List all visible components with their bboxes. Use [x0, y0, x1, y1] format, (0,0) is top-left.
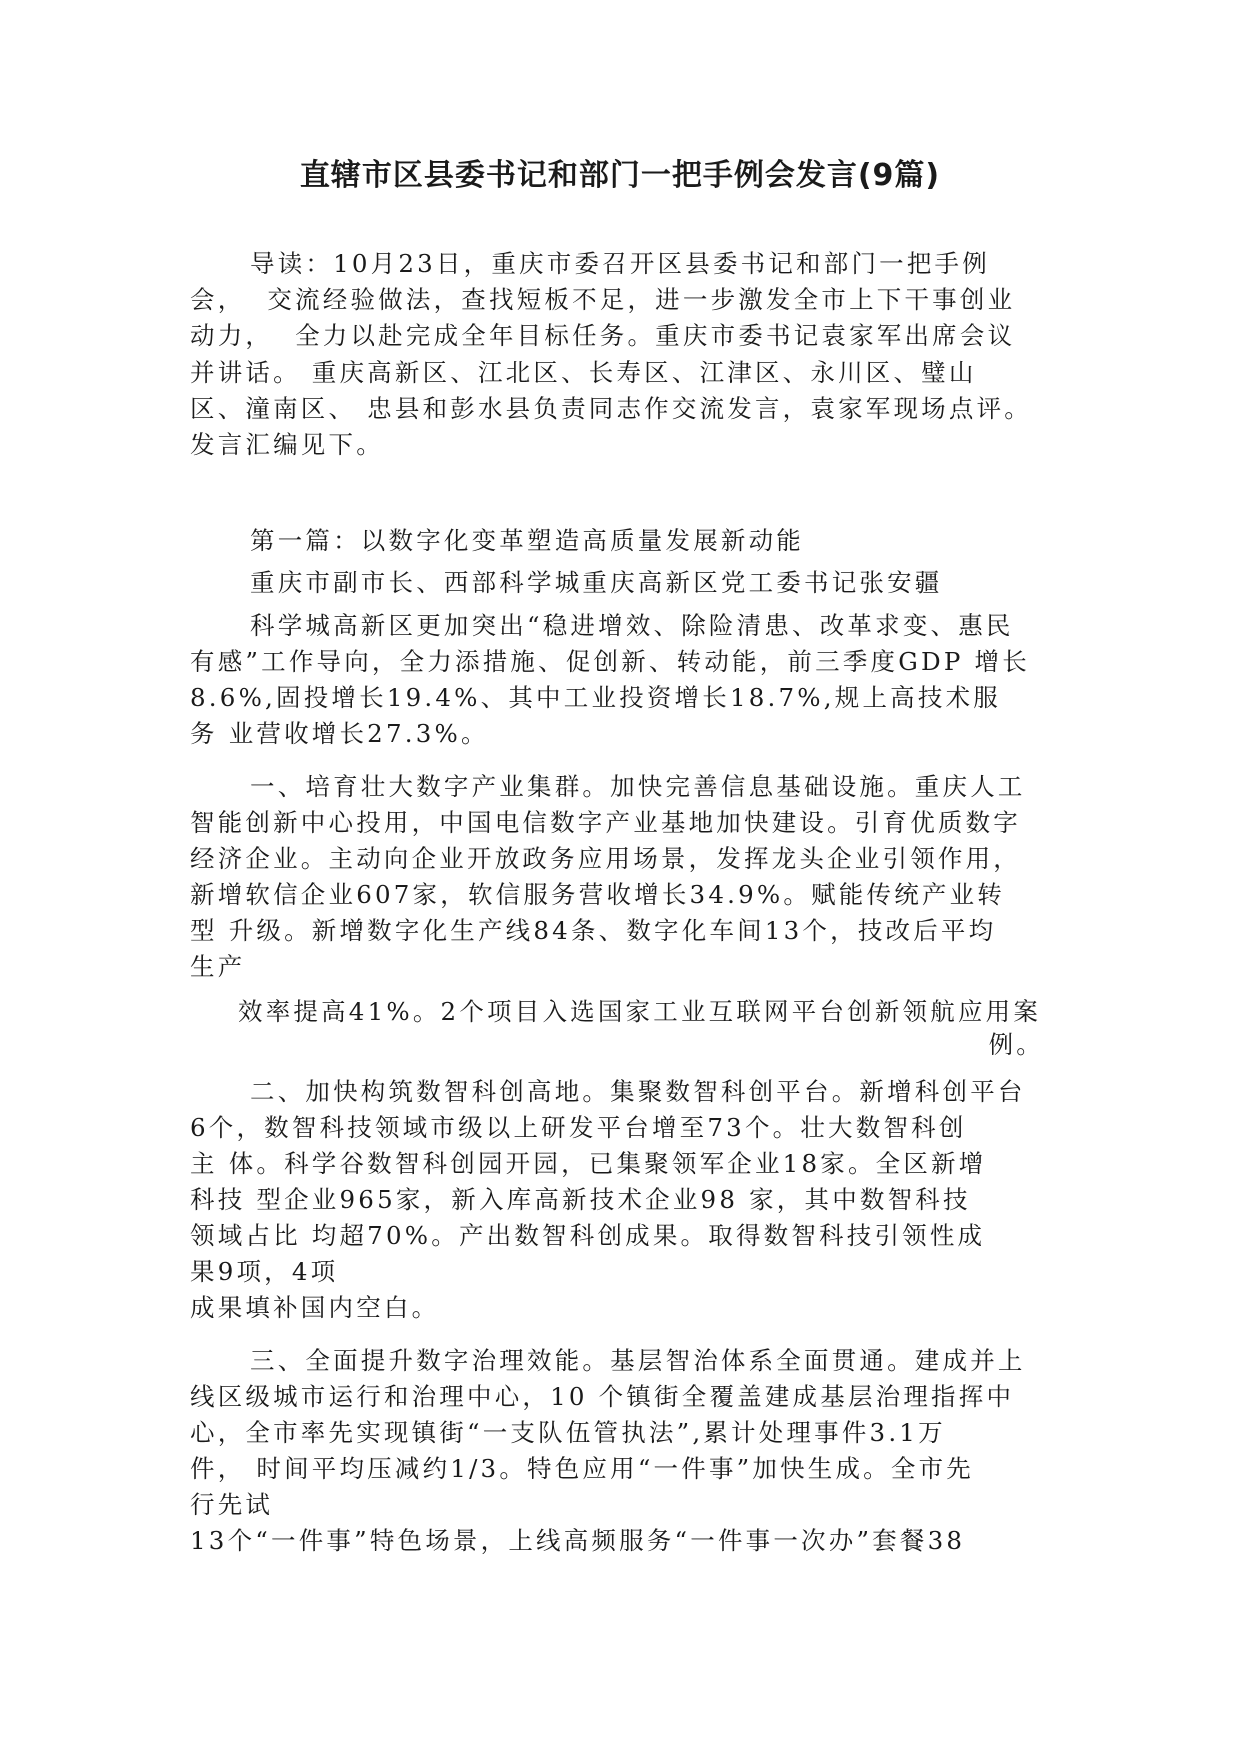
section-heading: 第一篇：以数字化变革塑造高质量发展新动能 — [250, 526, 804, 555]
paragraph-line: 新增软信企业607家，软信服务营收增长34.9%。赋能传统产业转 — [190, 880, 1005, 909]
paragraph-line: 动力， 全力以赴完成全年目标任务。重庆市委书记袁家军出席会议 — [190, 321, 1016, 350]
paragraph-line: 发言汇编见下。 — [190, 430, 384, 459]
paragraph-line: 主 体。科学谷数智科创园开园，已集聚领军企业18家。全区新增 — [190, 1149, 987, 1178]
paragraph-line: 导读：10月23日，重庆市委召开区县委书记和部门一把手例 — [250, 249, 990, 278]
paragraph-line: 心，全市率先实现镇街“一支队伍管执法”,累计处理事件3.1万 — [190, 1418, 946, 1447]
paragraph-line: 型 升级。新增数字化生产线84条、数字化车间13个，技改后平均 — [190, 916, 997, 945]
paragraph-line: 区、潼南区、 忠县和彭水县负责同志作交流发言，袁家军现场点评。 — [190, 394, 1032, 423]
paragraph-line: 13个“一件事”特色场景，上线高频服务“一件事一次办”套餐38 — [190, 1526, 966, 1555]
paragraph-line: 科技 型企业965家，新入库高新技术企业98 家，其中数智科技 — [190, 1185, 971, 1214]
paragraph-line: 二、加快构筑数智科创高地。集聚数智科创平台。新增科创平台 — [250, 1077, 1026, 1106]
paragraph-line: 有感”工作导向，全力添措施、促创新、转动能，前三季度GDP 增长 — [190, 647, 1030, 676]
paragraph-line: 科学城高新区更加突出“稳进增效、除险清患、改革求变、惠民 — [250, 611, 1014, 640]
author-line: 重庆市副市长、西部科学城重庆高新区党工委书记张安疆 — [250, 568, 943, 597]
paragraph-line: 件， 时间平均压减约1/3。特色应用“一件事”加快生成。全市先 — [190, 1454, 974, 1483]
document-title: 直辖市区县委书记和部门一把手例会发言(9篇) — [299, 158, 941, 193]
paragraph-line: 三、全面提升数字治理效能。基层智治体系全面贯通。建成并上 — [250, 1346, 1026, 1375]
paragraph-line: 领域占比 均超70%。产出数智科创成果。取得数智科技引领性成 — [190, 1221, 986, 1250]
paragraph-line: 行先试 — [190, 1490, 274, 1519]
paragraph-line: 智能创新中心投用，中国电信数字产业基地加快建设。引育优质数字 — [190, 808, 1021, 837]
paragraph-line: 务 业营收增长27.3%。 — [190, 719, 489, 748]
paragraph-line: 一、培育壮大数字产业集群。加快完善信息基础设施。重庆人工 — [250, 772, 1026, 801]
paragraph-line: 果9项，4项 — [190, 1257, 339, 1286]
paragraph-line: 成果填补国内空白。 — [190, 1293, 440, 1322]
paragraph-line: 例。 — [988, 1030, 1044, 1059]
paragraph-line: 并讲话。 重庆高新区、江北区、长寿区、江津区、永川区、璧山 — [190, 358, 977, 387]
paragraph-line: 会， 交流经验做法，查找短板不足，进一步激发全市上下干事创业 — [190, 285, 1016, 314]
paragraph-line: 效率提高41%。2个项目入选国家工业互联网平台创新领航应用案 — [238, 997, 1042, 1026]
paragraph-line: 经济企业。主动向企业开放政务应用场景，发挥龙头企业引领作用， — [190, 844, 1021, 873]
paragraph-line: 生产 — [190, 952, 246, 981]
paragraph-line: 6个，数智科技领域市级以上研发平台增至73个。壮大数智科创 — [190, 1113, 967, 1142]
paragraph-line: 线区级城市运行和治理中心，10 个镇街全覆盖建成基层治理指挥中 — [190, 1382, 1015, 1411]
paragraph-line: 8.6%,固投增长19.4%、其中工业投资增长18.7%,规上高技术服 — [190, 683, 1001, 712]
